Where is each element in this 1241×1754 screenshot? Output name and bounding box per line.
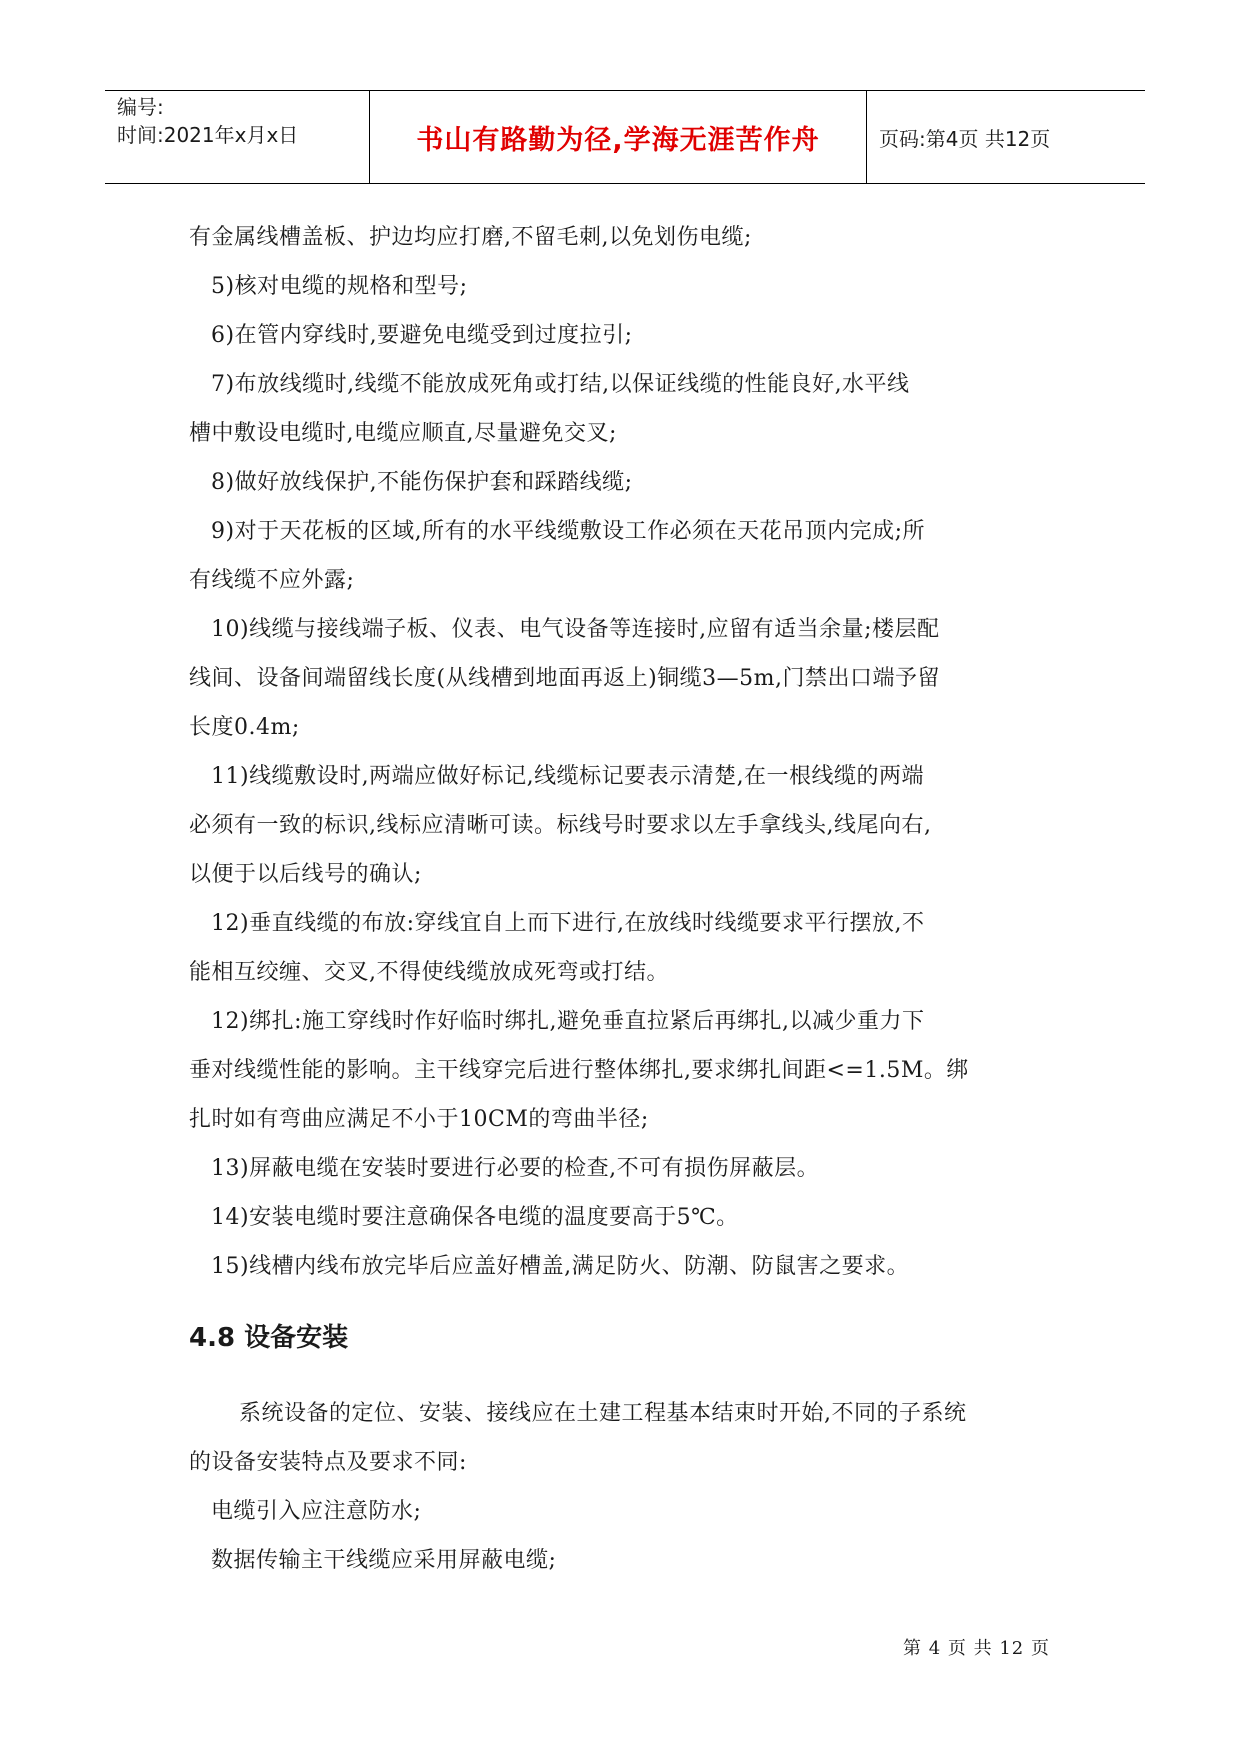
section-line: 电缆引入应注意防水; (211, 1499, 422, 1524)
body-line: 线间、设备间端留线长度(从线槽到地面再返上)铜缆3—5m,门禁出口端予留 (189, 666, 941, 691)
body-line: 9)对于天花板的区域,所有的水平线缆敷设工作必须在天花吊顶内完成;所 (211, 519, 925, 544)
body-line: 10)线缆与接线端子板、仪表、电气设备等连接时,应留有适当余量;楼层配 (211, 617, 940, 642)
header-motto-cell (370, 91, 867, 183)
body-line: 槽中敷设电缆时,电缆应顺直,尽量避免交叉; (189, 421, 617, 446)
header-meta (105, 91, 370, 183)
body-line: 12)垂直线缆的布放:穿线宜自上而下进行,在放线时线缆要求平行摆放,不 (211, 911, 925, 936)
document-time-label: 时间:2021年x月x日 (117, 123, 299, 147)
body-line: 8)做好放线保护,不能伤保护套和踩踏线缆; (211, 470, 633, 495)
body-line: 14)安装电缆时要注意确保各电缆的温度要高于5℃。 (211, 1205, 739, 1230)
body-line: 能相互绞缠、交叉,不得使线缆放成死弯或打结。 (189, 960, 669, 985)
section-line: 系统设备的定位、安装、接线应在土建工程基本结束时开始,不同的子系统 (239, 1401, 967, 1426)
header-page-cell (867, 91, 1145, 183)
body-line: 6)在管内穿线时,要避免电缆受到过度拉引; (211, 323, 633, 348)
page-header (105, 90, 1145, 184)
body-line: 以便于以后线号的确认; (189, 862, 422, 887)
body-line: 5)核对电缆的规格和型号; (211, 274, 468, 299)
body-line: 11)线缆敷设时,两端应做好标记,线缆标记要表示清楚,在一根线缆的两端 (211, 764, 925, 789)
section-line: 的设备安装特点及要求不同: (189, 1450, 467, 1475)
body-line: 13)屏蔽电缆在安装时要进行必要的检查,不可有损伤屏蔽层。 (211, 1156, 820, 1181)
body-line: 必须有一致的标识,线标应清晰可读。标线号时要求以左手拿线头,线尾向右, (189, 813, 932, 838)
body-line: 有金属线槽盖板、护边均应打磨,不留毛刺,以免划伤电缆; (189, 225, 752, 250)
body-line: 12)绑扎:施工穿线时作好临时绑扎,避免垂直拉紧后再绑扎,以减少重力下 (211, 1009, 925, 1034)
section-line: 数据传输主干线缆应采用屏蔽电缆; (211, 1548, 557, 1573)
page-footer: 第 4 页 共 12 页 (903, 1638, 1050, 1659)
body-line: 扎时如有弯曲应满足不小于10CM的弯曲半径; (189, 1107, 649, 1132)
body-line: 7)布放线缆时,线缆不能放成死角或打结,以保证线缆的性能良好,水平线 (211, 372, 910, 397)
section-heading: 4.8 设备安装 (189, 1323, 349, 1353)
document-body (189, 213, 1069, 1585)
header-page-label: 页码:第4页 共12页 (879, 126, 1051, 151)
body-line: 垂对线缆性能的影响。主干线穿完后进行整体绑扎,要求绑扎间距<=1.5M。绑 (189, 1058, 969, 1083)
body-line: 长度0.4m; (189, 715, 300, 740)
header-motto: 书山有路勤为径,学海无涯苦作舟 (416, 124, 820, 156)
body-line: 有线缆不应外露; (189, 568, 355, 593)
body-line: 15)线槽内线布放完毕后应盖好槽盖,满足防火、防潮、防鼠害之要求。 (211, 1254, 910, 1279)
document-number-label: 编号: (117, 95, 164, 119)
